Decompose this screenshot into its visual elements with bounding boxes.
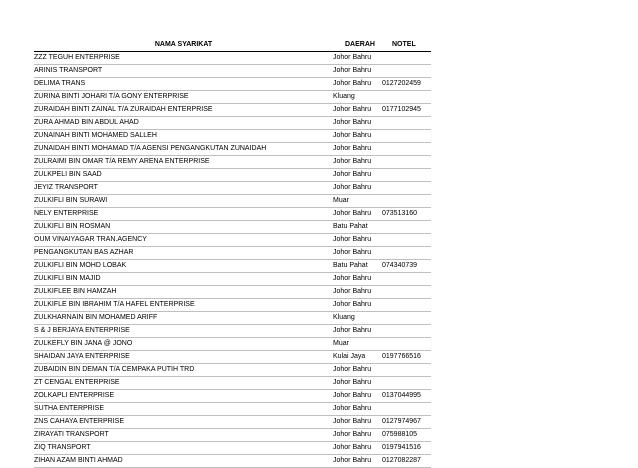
table-header <box>34 39 431 52</box>
header-phone: NOTEL <box>380 39 431 52</box>
phone-cell <box>380 195 431 208</box>
phone-cell <box>380 325 431 338</box>
phone-cell: 0127202459 <box>380 78 431 91</box>
table-row <box>34 351 431 364</box>
company-name-cell: ZURINA BINTI JOHARI T/A GONY ENTERPRISE <box>34 91 333 104</box>
district-cell: Johor Bahru <box>333 234 380 247</box>
district-cell: Johor Bahru <box>333 182 380 195</box>
district-cell: Johor Bahru <box>333 104 380 117</box>
district-cell: Kluang <box>333 91 380 104</box>
table-row <box>34 91 431 104</box>
district-cell: Johor Bahru <box>333 364 380 377</box>
district-cell: Johor Bahru <box>333 169 380 182</box>
table-row <box>34 260 431 273</box>
phone-cell: 0137044995 <box>380 390 431 403</box>
district-cell: Johor Bahru <box>333 403 380 416</box>
phone-cell <box>380 117 431 130</box>
company-name-cell: ZUNAIDAH BINTI MOHAMAD T/A AGENSI PENGANGKUTAN ZUNAIDAH <box>34 143 333 156</box>
district-cell: Johor Bahru <box>333 429 380 442</box>
phone-cell: 0197941516 <box>380 442 431 455</box>
company-name-cell: ZT CENGAL ENTERPRISE <box>34 377 333 390</box>
table-row <box>34 169 431 182</box>
table-row <box>34 299 431 312</box>
table-row <box>34 364 431 377</box>
district-cell: Johor Bahru <box>333 286 380 299</box>
table-row <box>34 390 431 403</box>
company-name-cell: S & J BERJAYA ENTERPRISE <box>34 325 333 338</box>
district-cell: Batu Pahat <box>333 221 380 234</box>
phone-cell <box>380 299 431 312</box>
district-cell: Johor Bahru <box>333 442 380 455</box>
company-name-cell: ZUNAINAH BINTI MOHAMED SALLEH <box>34 130 333 143</box>
phone-cell: 075988105 <box>380 429 431 442</box>
table-row <box>34 52 431 65</box>
phone-cell <box>380 143 431 156</box>
phone-cell <box>380 247 431 260</box>
phone-cell <box>380 91 431 104</box>
company-name-cell: ZULKIFLI BIN MOHD LOBAK <box>34 260 333 273</box>
table-row <box>34 325 431 338</box>
company-name-cell: ZULKIFLI BIN ROSMAN <box>34 221 333 234</box>
phone-cell <box>380 403 431 416</box>
phone-cell <box>380 312 431 325</box>
table-row <box>34 338 431 351</box>
company-list-sheet <box>34 39 431 468</box>
district-cell: Muar <box>333 195 380 208</box>
table-row <box>34 455 431 468</box>
company-name-cell: ZULKHARNAIN BIN MOHAMED ARIFF <box>34 312 333 325</box>
phone-cell <box>380 273 431 286</box>
table-row <box>34 221 431 234</box>
phone-cell <box>380 234 431 247</box>
table-row <box>34 273 431 286</box>
company-name-cell: ZNS CAHAYA ENTERPRISE <box>34 416 333 429</box>
phone-cell <box>380 169 431 182</box>
table-row <box>34 403 431 416</box>
district-cell: Johor Bahru <box>333 156 380 169</box>
table-row <box>34 416 431 429</box>
district-cell: Johor Bahru <box>333 416 380 429</box>
company-name-cell: SHAIDAN JAYA ENTERPRISE <box>34 351 333 364</box>
company-name-cell: ZULRAIMI BIN OMAR T/A REMY ARENA ENTERPRISE <box>34 156 333 169</box>
district-cell: Johor Bahru <box>333 390 380 403</box>
table-row <box>34 195 431 208</box>
table-row <box>34 377 431 390</box>
header-company-name: NAMA SYARIKAT <box>34 39 333 52</box>
company-name-cell: ZOLKAPLI ENTERPRISE <box>34 390 333 403</box>
company-name-cell: ZIRAYATI TRANSPORT <box>34 429 333 442</box>
company-name-cell: ZULKEFLY BIN JANA @ JONO <box>34 338 333 351</box>
company-name-cell: ZUBAIDIN BIN DEMAN T/A CEMPAKA PUTIH TRD <box>34 364 333 377</box>
company-name-cell: ZULKIFLI BIN MAJID <box>34 273 333 286</box>
phone-cell: 0197766516 <box>380 351 431 364</box>
company-name-cell: OUM VINAIYAGAR TRAN.AGENCY <box>34 234 333 247</box>
district-cell: Johor Bahru <box>333 117 380 130</box>
company-name-cell: DELIMA TRANS <box>34 78 333 91</box>
district-cell: Johor Bahru <box>333 65 380 78</box>
header-row <box>34 39 431 52</box>
table-body <box>34 52 431 468</box>
district-cell: Muar <box>333 338 380 351</box>
table-row <box>34 65 431 78</box>
company-name-cell: ZZZ TEGUH ENTERPRISE <box>34 52 333 65</box>
phone-cell: 074340739 <box>380 260 431 273</box>
table-row <box>34 442 431 455</box>
phone-cell <box>380 65 431 78</box>
table-row <box>34 143 431 156</box>
phone-cell <box>380 338 431 351</box>
header-district: DAERAH <box>333 39 380 52</box>
company-name-cell: JEYIZ TRANSPORT <box>34 182 333 195</box>
district-cell: Kluang <box>333 312 380 325</box>
phone-cell: 0127082287 <box>380 455 431 468</box>
company-name-cell: ZIHAN AZAM BINTI AHMAD <box>34 455 333 468</box>
district-cell: Johor Bahru <box>333 299 380 312</box>
phone-cell <box>380 52 431 65</box>
district-cell: Johor Bahru <box>333 130 380 143</box>
district-cell: Johor Bahru <box>333 78 380 91</box>
district-cell: Johor Bahru <box>333 143 380 156</box>
district-cell: Kulai Jaya <box>333 351 380 364</box>
district-cell: Johor Bahru <box>333 273 380 286</box>
table-row <box>34 104 431 117</box>
company-name-cell: SUTHA ENTERPRISE <box>34 403 333 416</box>
phone-cell <box>380 130 431 143</box>
phone-cell: 0127974967 <box>380 416 431 429</box>
company-name-cell: ZIQ TRANSPORT <box>34 442 333 455</box>
company-name-cell: ZULKPELI BIN SAAD <box>34 169 333 182</box>
district-cell: Johor Bahru <box>333 325 380 338</box>
district-cell: Johor Bahru <box>333 377 380 390</box>
table-row <box>34 130 431 143</box>
table-row <box>34 117 431 130</box>
company-name-cell: ZULKIFLE BIN IBRAHIM T/A HAFEL ENTERPRISE <box>34 299 333 312</box>
district-cell: Johor Bahru <box>333 247 380 260</box>
company-name-cell: PENGANGKUTAN BAS AZHAR <box>34 247 333 260</box>
company-name-cell: ZURA AHMAD BIN ABDUL AHAD <box>34 117 333 130</box>
phone-cell <box>380 182 431 195</box>
table-row <box>34 286 431 299</box>
table-row <box>34 312 431 325</box>
district-cell: Batu Pahat <box>333 260 380 273</box>
company-name-cell: NELY ENTERPRISE <box>34 208 333 221</box>
table-row <box>34 182 431 195</box>
district-cell: Johor Bahru <box>333 52 380 65</box>
table-row <box>34 429 431 442</box>
district-cell: Johor Bahru <box>333 208 380 221</box>
company-name-cell: ZURAIDAH BINTI ZAINAL T/A ZURAIDAH ENTERPRISE <box>34 104 333 117</box>
company-name-cell: ZULKIFLI BIN SURAWI <box>34 195 333 208</box>
phone-cell <box>380 221 431 234</box>
company-table <box>34 39 431 468</box>
company-name-cell: ARINIS TRANSPORT <box>34 65 333 78</box>
district-cell: Johor Bahru <box>333 455 380 468</box>
phone-cell <box>380 286 431 299</box>
table-row <box>34 78 431 91</box>
phone-cell <box>380 377 431 390</box>
table-row <box>34 234 431 247</box>
table-row <box>34 247 431 260</box>
phone-cell: 073513160 <box>380 208 431 221</box>
phone-cell <box>380 156 431 169</box>
phone-cell <box>380 364 431 377</box>
table-row <box>34 156 431 169</box>
table-row <box>34 208 431 221</box>
company-name-cell: ZULKIFLEE BIN HAMZAH <box>34 286 333 299</box>
phone-cell: 0177102945 <box>380 104 431 117</box>
